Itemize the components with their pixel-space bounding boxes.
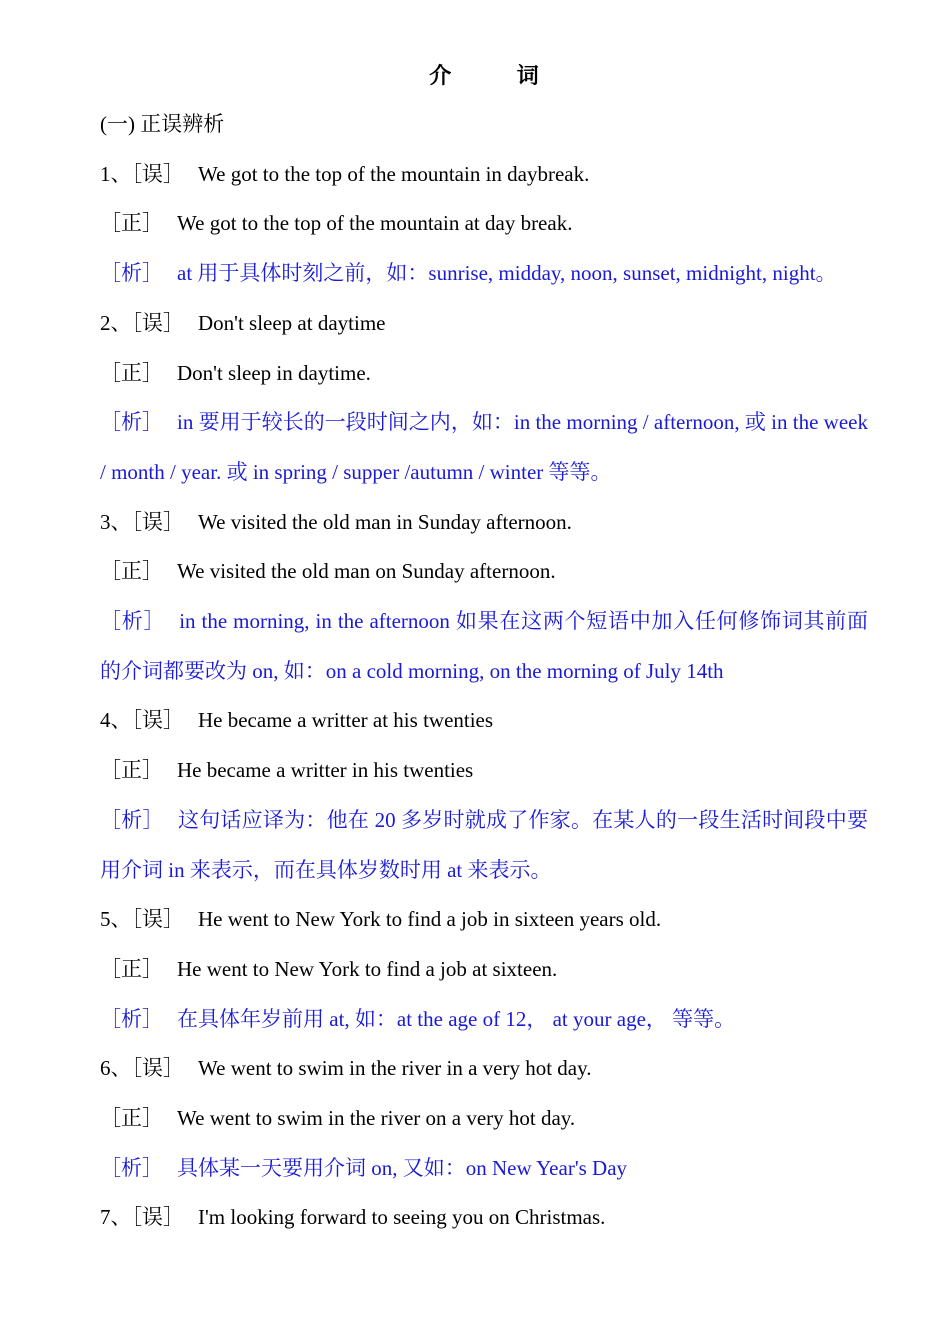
analysis-1 — [100, 249, 868, 299]
item-number: 1、 — [100, 161, 132, 186]
analysis-4 — [100, 796, 868, 895]
wrong-sentence-3 — [100, 498, 868, 548]
wrong-marker: ［误］ — [131, 1056, 184, 1081]
item-number: 4、 — [100, 708, 132, 733]
item-number: 5、 — [100, 907, 132, 932]
item-number: 2、 — [100, 310, 132, 335]
right-sentence-6 — [100, 1094, 868, 1144]
wrong-text: I'm looking forward to seeing you on Christmas. — [198, 1205, 606, 1230]
right-sentence-3 — [100, 547, 868, 597]
item-number: 6、 — [100, 1056, 132, 1081]
wrong-text: We went to swim in the river in a very hot day. — [198, 1056, 592, 1081]
right-text: We went to swim in the river on a very hot day. — [177, 1106, 576, 1131]
analysis-2 — [100, 398, 868, 497]
page-title: 介 词 — [429, 63, 569, 88]
right-marker: ［正］ — [100, 1106, 163, 1131]
wrong-text: He became a writter at his twenties — [198, 708, 494, 733]
analysis-text: in the morning, in the afternoon 如果在这两个短语中加入任何修饰词其前面的介词都要改为 on, 如：on a cold morning, on the morning of July 14th — [100, 609, 868, 683]
analysis-marker: ［析］ — [100, 807, 164, 832]
wrong-marker: ［误］ — [131, 907, 184, 932]
right-sentence-2 — [100, 349, 868, 399]
analysis-text: 具体某一天要用介词 on, 又如：on New Year's Day — [177, 1155, 628, 1180]
right-text: We got to the top of the mountain at day break. — [177, 211, 573, 236]
analysis-marker: ［析］ — [100, 609, 166, 634]
wrong-sentence-6 — [100, 1044, 868, 1094]
item-number: 3、 — [100, 509, 132, 534]
right-marker: ［正］ — [100, 211, 163, 236]
wrong-sentence-4 — [100, 696, 868, 746]
analysis-text: at 用于具体时刻之前，如：sunrise, midday, noon, sunset, midnight, night。 — [177, 261, 837, 286]
wrong-marker: ［误］ — [131, 509, 184, 534]
right-sentence-5 — [100, 945, 868, 995]
wrong-sentence-1 — [100, 150, 868, 200]
wrong-sentence-7 — [100, 1193, 868, 1243]
analysis-5 — [100, 995, 868, 1045]
wrong-marker: ［误］ — [131, 1205, 184, 1230]
wrong-sentence-2 — [100, 299, 868, 349]
analysis-text: 这句话应译为：他在 20 多岁时就成了作家。在某人的一段生活时间段中要用介词 in 来表示，而在具体岁数时用 at 来表示。 — [100, 807, 869, 882]
wrong-sentence-5 — [100, 895, 868, 945]
right-sentence-1 — [100, 199, 868, 249]
wrong-marker: ［误］ — [131, 310, 184, 335]
item-number: 7、 — [100, 1205, 132, 1230]
analysis-marker: ［析］ — [100, 1006, 163, 1031]
right-marker: ［正］ — [100, 360, 163, 385]
analysis-text: 在具体年岁前用 at, 如：at the age of 12， at your age， 等等。 — [177, 1006, 736, 1031]
wrong-marker: ［误］ — [131, 708, 184, 733]
right-text: Don't sleep in daytime. — [177, 360, 371, 385]
wrong-text: We got to the top of the mountain in daybreak. — [198, 161, 590, 186]
right-marker: ［正］ — [100, 956, 163, 981]
right-sentence-4 — [100, 746, 868, 796]
analysis-marker: ［析］ — [100, 1155, 163, 1180]
wrong-marker: ［误］ — [131, 161, 184, 186]
right-marker: ［正］ — [100, 559, 163, 584]
analysis-6 — [100, 1144, 868, 1194]
wrong-text: We visited the old man in Sunday afternoon. — [198, 509, 572, 534]
right-marker: ［正］ — [100, 758, 163, 783]
analysis-marker: ［析］ — [100, 261, 163, 286]
right-text: He became a writter in his twenties — [177, 758, 474, 783]
analysis-text: in 要用于较长的一段时间之内，如：in the morning / afternoon, 或 in the week / month / year. 或 in spring / supper /autumn / winter 等等。 — [100, 410, 868, 484]
right-text: We visited the old man on Sunday afternoon. — [177, 559, 556, 584]
wrong-text: Don't sleep at daytime — [198, 310, 386, 335]
wrong-text: He went to New York to find a job in sixteen years old. — [198, 907, 662, 932]
right-text: He went to New York to find a job at sixteen. — [177, 956, 558, 981]
section-heading: (一) 正误辨析 — [100, 112, 225, 136]
analysis-3 — [100, 597, 868, 696]
analysis-marker: ［析］ — [100, 410, 164, 435]
